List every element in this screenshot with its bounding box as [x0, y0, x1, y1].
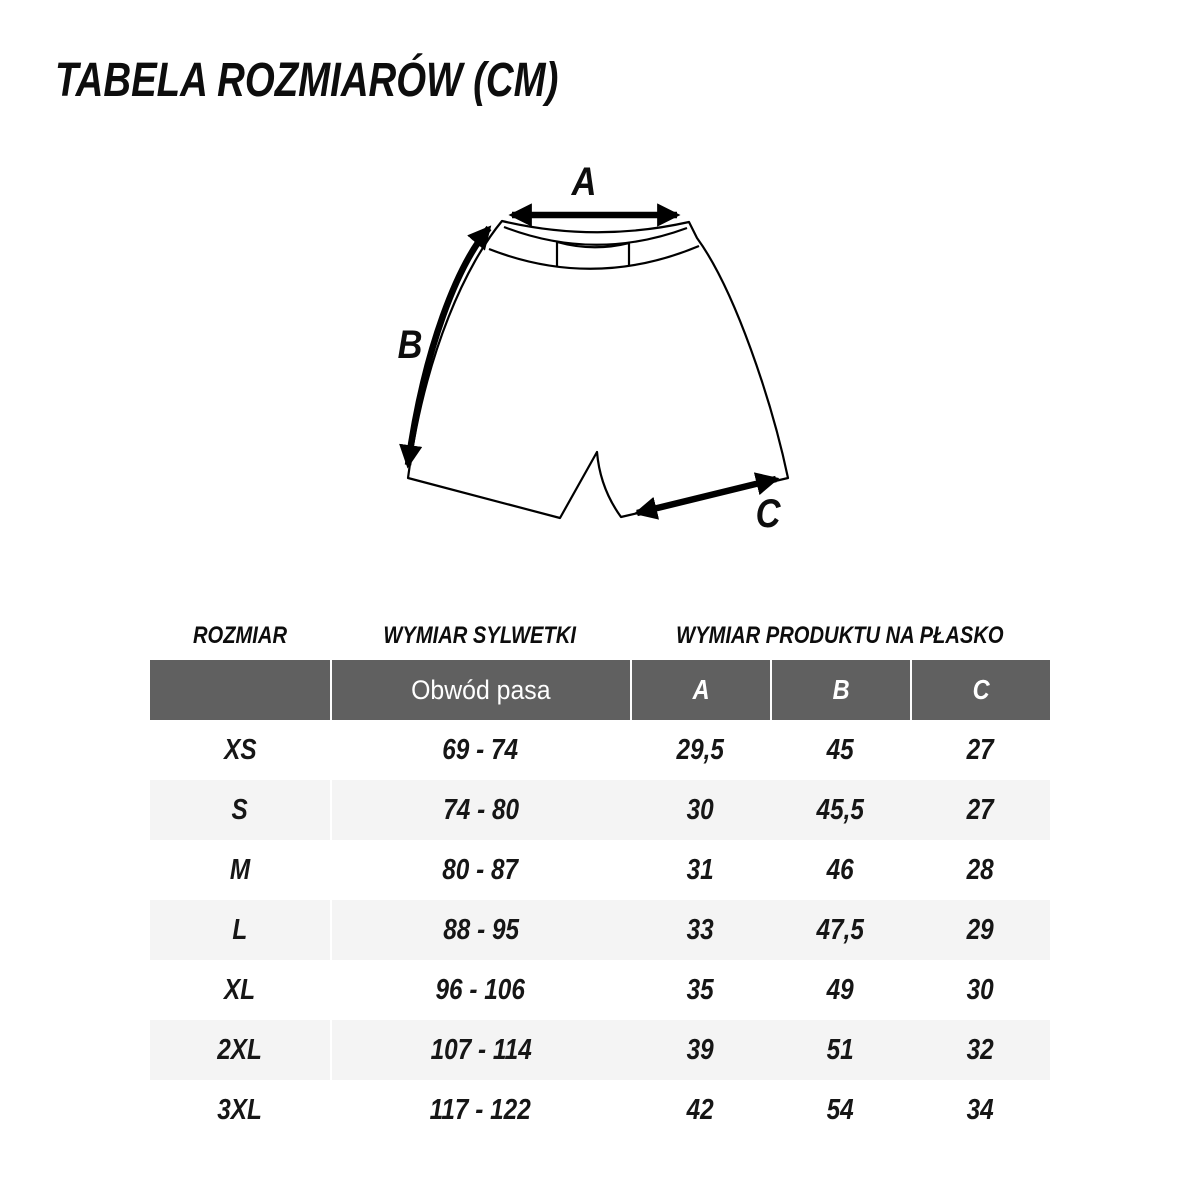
b-cell: 45,5: [770, 780, 910, 840]
waist-cell: 117 - 122: [429, 1093, 531, 1126]
b-cell: 47,5: [770, 900, 910, 960]
group-header-size: ROZMIAR: [192, 622, 288, 649]
b-cell: 45: [826, 733, 854, 766]
waistband-bottom-curve: [489, 246, 699, 269]
waist-cell: 96 - 106: [435, 973, 525, 1006]
waist-cell: 69 - 74: [442, 733, 518, 766]
header-cell-b: B: [770, 660, 910, 720]
table-row-m: [150, 840, 1050, 900]
size-cell: XS: [223, 733, 257, 766]
waist-cell: 107 - 114: [330, 1020, 630, 1080]
table-row-xs: [150, 720, 1050, 780]
c-cell: 32: [910, 1020, 1050, 1080]
waist-cell: 74 - 80: [330, 780, 630, 840]
b-cell: 51: [770, 1020, 910, 1080]
b-cell: 46: [826, 853, 854, 886]
header-cell-empty: [150, 660, 330, 720]
size-cell: M: [229, 853, 251, 886]
waist-cell: 80 - 87: [442, 853, 518, 886]
a-cell: 33: [630, 900, 770, 960]
measure-label-a: A: [571, 160, 597, 204]
b-cell: 49: [826, 973, 854, 1006]
a-cell: 29,5: [676, 733, 724, 766]
size-cell: 2XL: [150, 1020, 330, 1080]
header-cell-a: A: [630, 660, 770, 720]
c-cell: 28: [966, 853, 994, 886]
size-cell: L: [150, 900, 330, 960]
size-cell: 3XL: [217, 1093, 263, 1126]
header-cell-waist: Obwód pasa: [330, 660, 630, 720]
a-cell: 39: [630, 1020, 770, 1080]
waistband-inner-curve: [504, 227, 687, 245]
c-cell: 27: [910, 780, 1050, 840]
c-cell: 34: [966, 1093, 994, 1126]
group-header-product: WYMIAR PRODUKTU NA PŁASKO: [676, 622, 1004, 649]
page-title-text: TABELA ROZMIARÓW (CM): [55, 54, 559, 107]
a-cell: 30: [630, 780, 770, 840]
a-cell: 35: [686, 973, 714, 1006]
group-header-body: WYMIAR SYLWETKI: [383, 622, 577, 649]
a-cell: 31: [686, 853, 714, 886]
waist-cell: 88 - 95: [330, 900, 630, 960]
table-header-row: [150, 660, 1050, 720]
table-row-l: [150, 900, 1050, 960]
size-cell: S: [150, 780, 330, 840]
a-cell: 42: [686, 1093, 714, 1126]
c-cell: 30: [966, 973, 994, 1006]
b-cell: 54: [826, 1093, 854, 1126]
table-group-header-row: [150, 612, 1050, 660]
c-cell: 27: [966, 733, 994, 766]
measurement-arrows: [408, 215, 776, 513]
header-cell-c: C: [910, 660, 1050, 720]
size-table: [150, 612, 1050, 1140]
measure-label-c: C: [755, 492, 781, 536]
table-row-xl: [150, 960, 1050, 1020]
table-row-3xl: [150, 1080, 1050, 1140]
table-row-2xl: [150, 1020, 1050, 1080]
measure-label-b: B: [397, 323, 423, 367]
table-row-s: [150, 780, 1050, 840]
size-cell: XL: [224, 973, 256, 1006]
c-cell: 29: [910, 900, 1050, 960]
